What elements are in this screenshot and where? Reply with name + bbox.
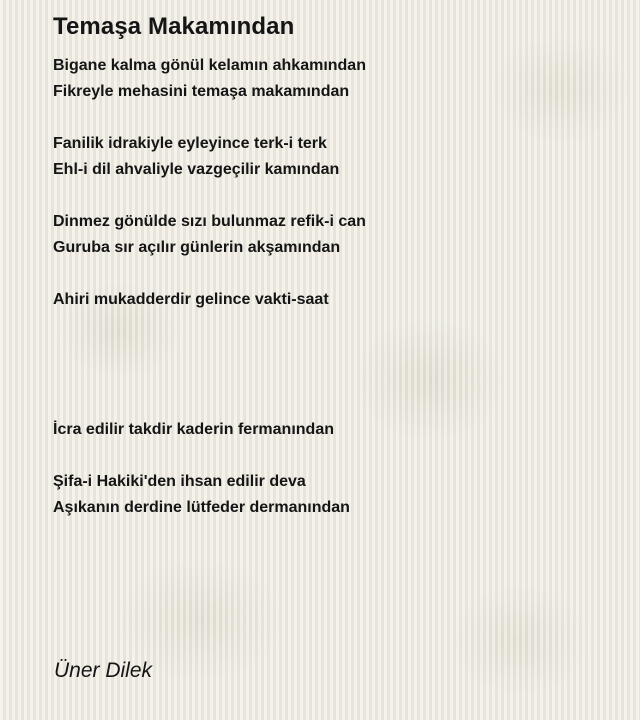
poem-line: Dinmez gönülde sızı bulunmaz refik-i can — [53, 213, 366, 230]
poem-title: Temaşa Makamından — [53, 13, 295, 40]
poem-line: Guruba sır açılır günlerin akşamından — [53, 239, 341, 256]
stanza-gap — [53, 313, 613, 391]
poem-line: Fikreyle mehasini temaşa makamından — [53, 83, 350, 100]
stanza-gap — [53, 105, 613, 131]
poem-line: Bigane kalma gönül kelamın ahkamından — [53, 57, 366, 74]
stanza-gap — [53, 261, 613, 287]
poem-line: Fanilik idrakiyle eyleyince terk-i terk — [53, 135, 327, 152]
poem-line: Aşıkanın derdine lütfeder dermanından — [53, 499, 350, 516]
stanza-gap — [53, 391, 613, 417]
poem-line: Ahiri mukadderdir gelince vakti-saat — [53, 291, 329, 308]
poem-author: Üner Dilek — [54, 659, 153, 682]
stanza-gap — [53, 443, 613, 469]
stanza-gap — [53, 183, 613, 209]
poem-body — [53, 53, 613, 521]
poem-line: Şifa-i Hakiki'den ihsan edilir deva — [53, 473, 306, 490]
poem-line: İcra edilir takdir kaderin fermanından — [53, 421, 334, 438]
poem-container — [53, 10, 613, 521]
poem-line: Ehl-i dil ahvaliyle vazgeçilir kamından — [53, 161, 340, 178]
